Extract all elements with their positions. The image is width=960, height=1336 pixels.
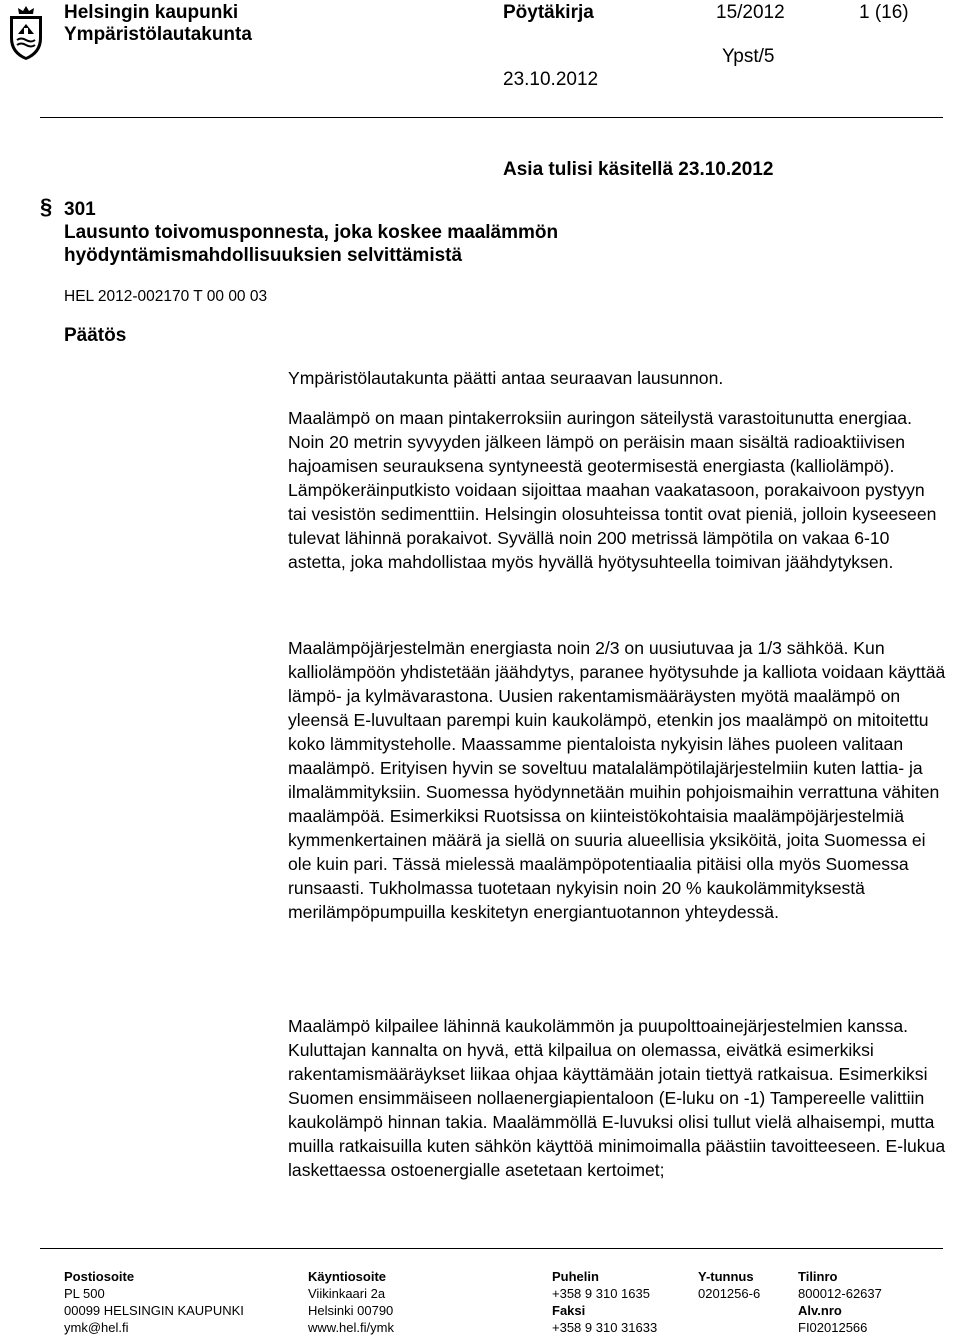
body-paragraph-4: Maalämpö kilpailee lähinnä kaukolämmön ja puupolttoainejärjestelmien kanssa. Kuluttajan kannalta on hyvä, että kilpailua on olemassa, eivätkä esimerkiksi rakentamismääräykset liikaa ohjaa käyttämään jotain tiettyä ratkaisua. Esimerkiksi Suomen ensimmäiseen nollaenergiapientaloon (E-luku on -1) Tampereelle valittiin kaukolämpö hinnan takia. Maalämmöllä E-luvuksi olisi tullut vielä alhaisempi, mutta muilla ratkaisuilla kuten sähkön käyttöä minimoimalla päästiin tavoitteeseen. E-lukua laskettaessa ostoenergialle asetetaan kertoimet; — [288, 1016, 946, 1180]
footer-postal-line2: 00099 HELSINGIN KAUPUNKI — [64, 1303, 244, 1318]
footer-postal-label: Postiosoite — [64, 1269, 135, 1284]
footer-email-link[interactable]: ymk@hel.fi — [64, 1320, 129, 1335]
organization-name: Helsingin kaupunki — [64, 2, 239, 23]
footer-visit-line2: Helsinki 00790 — [308, 1303, 394, 1318]
agenda-item-number: 301 — [64, 199, 96, 220]
helsinki-crest-logo — [4, 4, 48, 62]
handling-note: Asia tulisi käsitellä 23.10.2012 — [503, 159, 774, 180]
header-divider — [40, 117, 943, 118]
footer-account — [798, 1268, 882, 1336]
footer-postal-line1: PL 500 — [64, 1286, 105, 1301]
footer-fax-number: +358 9 310 31633 — [552, 1320, 658, 1335]
footer-phone-number: +358 9 310 1635 — [552, 1286, 650, 1301]
footer-visit-line1: Viikinkaari 2a — [308, 1286, 386, 1301]
page-indicator: 1 (16) — [859, 2, 909, 23]
document-type: Pöytäkirja — [503, 2, 594, 23]
case-identifier: HEL 2012-002170 T 00 00 03 — [64, 288, 268, 305]
footer-business-id — [698, 1268, 760, 1302]
footer-website-link[interactable]: www.hel.fi/ymk — [308, 1320, 394, 1335]
document-number: 15/2012 — [716, 2, 785, 23]
footer-ytunnus-label: Y-tunnus — [698, 1269, 754, 1284]
footer-fax-label: Faksi — [552, 1303, 586, 1318]
agenda-item-title-line2: hyödyntämismahdollisuuksien selvittämistä — [64, 245, 463, 266]
body-paragraph-1: Ympäristölautakunta päätti antaa seuraavan lausunnon. — [288, 368, 724, 388]
footer-divider — [40, 1248, 943, 1249]
meeting-date: 23.10.2012 — [503, 69, 599, 90]
agenda-item-title-line1: Lausunto toivomusponnesta, joka koskee maalämmön — [64, 222, 559, 243]
footer-ytunnus-value: 0201256-6 — [698, 1286, 761, 1301]
section-label-decision: Päätös — [64, 325, 127, 346]
footer-account-label: Tilinro — [798, 1269, 838, 1284]
footer-visit-label: Käyntiosoite — [308, 1269, 387, 1284]
body-paragraph-3: Maalämpöjärjestelmän energiasta noin 2/3 on uusiutuvaa ja 1/3 sähköä. Kun kalliolämpöön yhdistetään jäähdytys, paranee hyötysuhde ja kalliota voidaan käyttää lämpö- ja kylmävarastona. Uusien rakentamismääräysten myötä maalämpö on yleensä E-luvultaan parempi kuin kaukolämpö, etenkin jos maalämpö on mitoitettu koko lämmitysteholle. Maassamme pientaloista nykyisin lähes puoleen valitaan maalämpö. Erityisen hyvin se soveltuu matalalämpötilajärjestelmiin kuten lattia- ja ilmalämmityksiin. Suomessa hyödynnetään muihin pohjoismaihin verrattuna vähiten maalämpöä. Esimerkiksi Ruotsissa on kiinteistökohtaisia maalämpöjärjestelmiä kymmenkertainen määrä ja siellä on suuria alueellisia yksiköitä, joita Suomessa ei ole kuin pari. Tässä mielessä maalämpöpotentiaalia pitäisi olla myös Suomessa runsaasti. Tukholmassa tuotetaan nykyisin noin 20 % kaukolämmityksestä merilämpöpumpuilla keskitetyn energiantuotannon yhteydessä. — [288, 638, 946, 922]
footer-postal-address — [64, 1268, 244, 1336]
section-sign-icon: § — [40, 194, 53, 219]
footer-visiting-address — [308, 1268, 394, 1336]
footer-phone-label: Puhelin — [552, 1269, 599, 1284]
footer-vat-number: FI02012566 — [798, 1320, 868, 1335]
body-paragraph-2: Maalämpö on maan pintakerroksiin auringon säteilystä varastoitunutta energiaa. Noin 20 metrin syvyyden jälkeen lämpö on peräisin maan sisältä radioaktiivisen hajoamisen seurauksena syntyneestä geotermisestä energiasta (kalliolämpö). Lämpökeräinputkisto voidaan sijoittaa maahan vaakatasoon, porakaivoon pystyyn tai vesistön sedimenttiin. Helsingin olosuhteissa tontit ovat pieniä, jolloin kyseeseen tulevat lähinnä porakaivot. Syvällä noin 200 metrissä lämpötila on vakaa 6-10 astetta, joka mahdollistaa myös hyvällä hyötysuhteella toimivan jäähdytyksen. — [288, 408, 937, 572]
section-code: Ypst/5 — [722, 46, 775, 67]
footer-vat-label: Alv.nro — [798, 1303, 842, 1318]
footer-account-number: 800012-62637 — [798, 1286, 882, 1301]
footer-phone — [552, 1268, 657, 1336]
unit-name: Ympäristölautakunta — [64, 24, 252, 45]
